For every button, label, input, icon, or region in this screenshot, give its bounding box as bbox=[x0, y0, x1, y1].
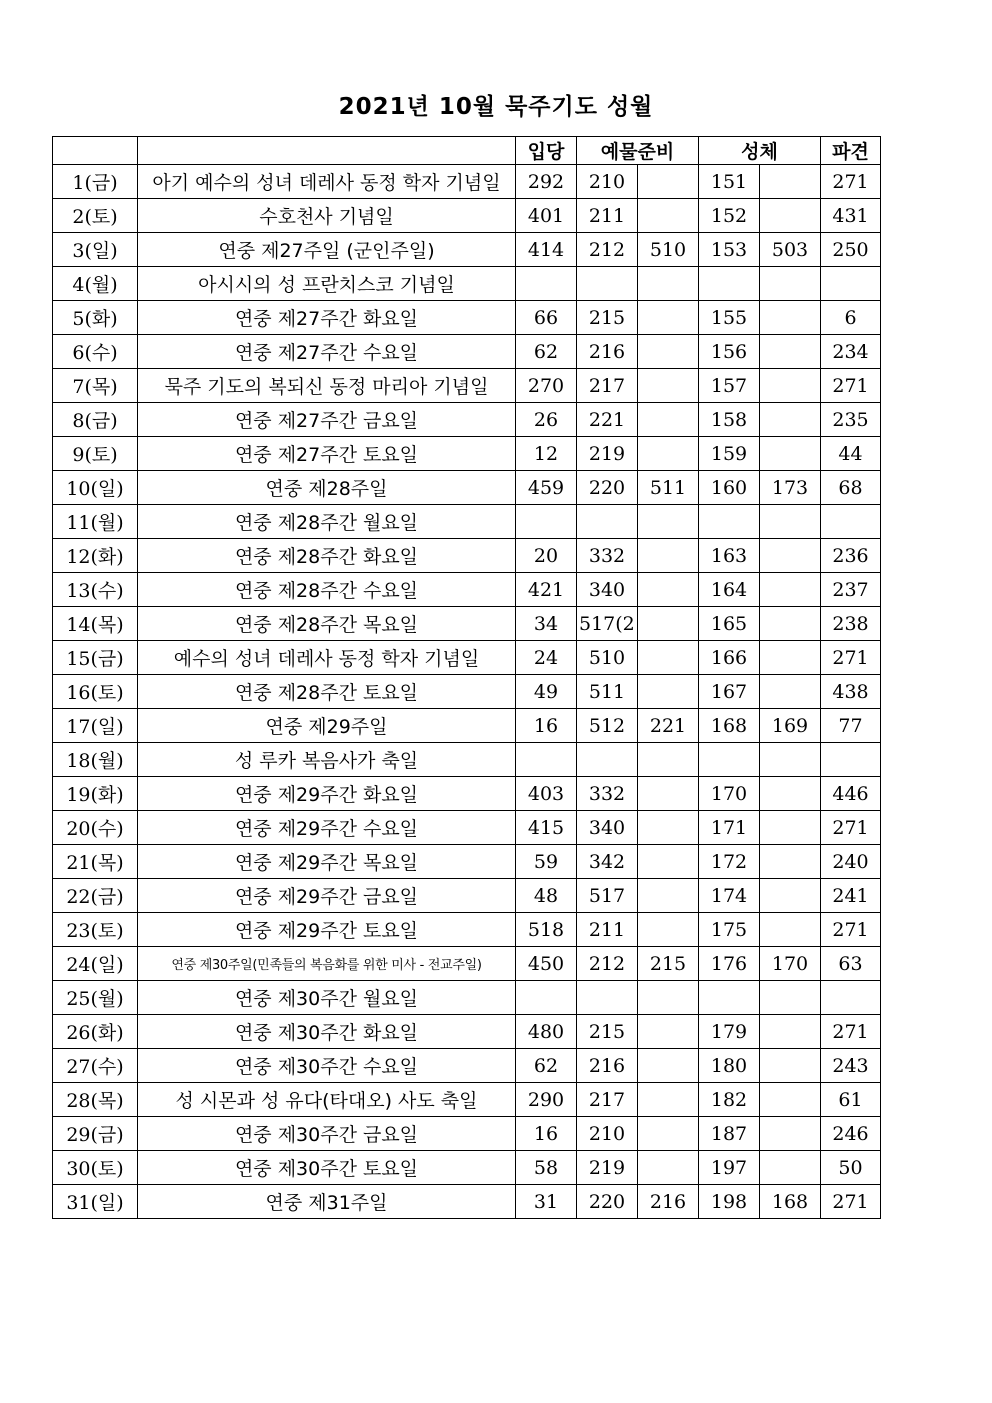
offertory-cell-2 bbox=[638, 981, 699, 1015]
entrance-cell: 270 bbox=[516, 369, 577, 403]
dismissal-cell: 77 bbox=[821, 709, 881, 743]
communion-cell-1: 172 bbox=[699, 845, 760, 879]
dismissal-cell: 250 bbox=[821, 233, 881, 267]
dismissal-cell: 50 bbox=[821, 1151, 881, 1185]
feast-cell: 묵주 기도의 복되신 동정 마리아 기념일 bbox=[138, 369, 516, 403]
communion-cell-1: 152 bbox=[699, 199, 760, 233]
feast-cell: 연중 제27주간 금요일 bbox=[138, 403, 516, 437]
dismissal-cell: 271 bbox=[821, 165, 881, 199]
date-cell: 4(월) bbox=[53, 267, 138, 301]
offertory-cell-1: 215 bbox=[577, 1015, 638, 1049]
dismissal-cell: 236 bbox=[821, 539, 881, 573]
communion-cell-2: 168 bbox=[760, 1185, 821, 1219]
header-row bbox=[53, 137, 881, 165]
entrance-cell: 421 bbox=[516, 573, 577, 607]
table-row bbox=[53, 573, 881, 607]
communion-cell-1: 164 bbox=[699, 573, 760, 607]
offertory-cell-1: 210 bbox=[577, 1117, 638, 1151]
offertory-cell-2 bbox=[638, 267, 699, 301]
communion-cell-1: 168 bbox=[699, 709, 760, 743]
date-cell: 10(일) bbox=[53, 471, 138, 505]
table-body bbox=[53, 165, 881, 1219]
entrance-cell: 26 bbox=[516, 403, 577, 437]
table-row bbox=[53, 1049, 881, 1083]
date-cell: 27(수) bbox=[53, 1049, 138, 1083]
offertory-cell-1: 220 bbox=[577, 1185, 638, 1219]
communion-cell-2 bbox=[760, 505, 821, 539]
dismissal-cell: 241 bbox=[821, 879, 881, 913]
offertory-cell-2: 221 bbox=[638, 709, 699, 743]
table-row bbox=[53, 947, 881, 981]
entrance-cell: 16 bbox=[516, 1117, 577, 1151]
feast-cell: 아기 예수의 성녀 데레사 동정 학자 기념일 bbox=[138, 165, 516, 199]
entrance-cell: 59 bbox=[516, 845, 577, 879]
communion-cell-2: 169 bbox=[760, 709, 821, 743]
date-cell: 20(수) bbox=[53, 811, 138, 845]
dismissal-cell: 238 bbox=[821, 607, 881, 641]
offertory-cell-2 bbox=[638, 403, 699, 437]
dismissal-cell bbox=[821, 981, 881, 1015]
communion-cell-2 bbox=[760, 369, 821, 403]
offertory-cell-1: 332 bbox=[577, 777, 638, 811]
communion-cell-2 bbox=[760, 777, 821, 811]
communion-cell-2 bbox=[760, 437, 821, 471]
communion-cell-1: 167 bbox=[699, 675, 760, 709]
communion-cell-2 bbox=[760, 199, 821, 233]
offertory-cell-2 bbox=[638, 1117, 699, 1151]
feast-cell: 예수의 성녀 데레사 동정 학자 기념일 bbox=[138, 641, 516, 675]
feast-cell: 연중 제30주간 월요일 bbox=[138, 981, 516, 1015]
offertory-cell-2 bbox=[638, 505, 699, 539]
table-row bbox=[53, 777, 881, 811]
dismissal-cell: 271 bbox=[821, 641, 881, 675]
communion-cell-2 bbox=[760, 981, 821, 1015]
offertory-cell-2 bbox=[638, 199, 699, 233]
feast-cell: 연중 제27주일 (군인주일) bbox=[138, 233, 516, 267]
offertory-cell-1: 512 bbox=[577, 709, 638, 743]
offertory-cell-2: 216 bbox=[638, 1185, 699, 1219]
communion-cell-2 bbox=[760, 607, 821, 641]
table-row bbox=[53, 607, 881, 641]
communion-cell-1 bbox=[699, 267, 760, 301]
entrance-cell: 401 bbox=[516, 199, 577, 233]
table-row bbox=[53, 743, 881, 777]
feast-cell: 연중 제28주간 토요일 bbox=[138, 675, 516, 709]
offertory-cell-1: 212 bbox=[577, 947, 638, 981]
entrance-cell: 403 bbox=[516, 777, 577, 811]
offertory-cell-2 bbox=[638, 811, 699, 845]
offertory-cell-1: 219 bbox=[577, 1151, 638, 1185]
communion-cell-2 bbox=[760, 539, 821, 573]
offertory-cell-1: 216 bbox=[577, 335, 638, 369]
offertory-cell-2 bbox=[638, 1083, 699, 1117]
entrance-cell: 480 bbox=[516, 1015, 577, 1049]
offertory-cell-2 bbox=[638, 301, 699, 335]
offertory-cell-1: 216 bbox=[577, 1049, 638, 1083]
dismissal-cell bbox=[821, 505, 881, 539]
feast-cell: 연중 제29주간 목요일 bbox=[138, 845, 516, 879]
feast-cell: 연중 제30주간 토요일 bbox=[138, 1151, 516, 1185]
offertory-cell-1 bbox=[577, 505, 638, 539]
offertory-cell-2 bbox=[638, 539, 699, 573]
table-row bbox=[53, 165, 881, 199]
table-row bbox=[53, 845, 881, 879]
communion-cell-1: 159 bbox=[699, 437, 760, 471]
entrance-cell: 414 bbox=[516, 233, 577, 267]
communion-cell-2 bbox=[760, 1117, 821, 1151]
offertory-cell-1: 210 bbox=[577, 165, 638, 199]
offertory-cell-1: 510 bbox=[577, 641, 638, 675]
date-cell: 13(수) bbox=[53, 573, 138, 607]
dismissal-cell: 44 bbox=[821, 437, 881, 471]
table-row bbox=[53, 539, 881, 573]
feast-cell: 연중 제29주간 금요일 bbox=[138, 879, 516, 913]
feast-cell: 연중 제30주간 금요일 bbox=[138, 1117, 516, 1151]
date-cell: 29(금) bbox=[53, 1117, 138, 1151]
entrance-cell: 62 bbox=[516, 1049, 577, 1083]
header-feast bbox=[138, 137, 516, 165]
offertory-cell-1: 332 bbox=[577, 539, 638, 573]
feast-cell: 연중 제29주간 토요일 bbox=[138, 913, 516, 947]
entrance-cell: 518 bbox=[516, 913, 577, 947]
date-cell: 1(금) bbox=[53, 165, 138, 199]
offertory-cell-2: 511 bbox=[638, 471, 699, 505]
offertory-cell-1: 211 bbox=[577, 913, 638, 947]
table-row bbox=[53, 981, 881, 1015]
entrance-cell: 415 bbox=[516, 811, 577, 845]
entrance-cell bbox=[516, 267, 577, 301]
offertory-cell-1: 340 bbox=[577, 811, 638, 845]
date-cell: 6(수) bbox=[53, 335, 138, 369]
feast-cell: 연중 제29주일 bbox=[138, 709, 516, 743]
feast-cell: 연중 제28주간 화요일 bbox=[138, 539, 516, 573]
offertory-cell-2 bbox=[638, 641, 699, 675]
communion-cell-2 bbox=[760, 573, 821, 607]
date-cell: 24(일) bbox=[53, 947, 138, 981]
offertory-cell-2 bbox=[638, 777, 699, 811]
entrance-cell: 459 bbox=[516, 471, 577, 505]
communion-cell-2 bbox=[760, 403, 821, 437]
date-cell: 19(화) bbox=[53, 777, 138, 811]
offertory-cell-2 bbox=[638, 165, 699, 199]
date-cell: 15(금) bbox=[53, 641, 138, 675]
feast-cell: 성 루카 복음사가 축일 bbox=[138, 743, 516, 777]
offertory-cell-1 bbox=[577, 267, 638, 301]
offertory-cell-2 bbox=[638, 607, 699, 641]
offertory-cell-2 bbox=[638, 845, 699, 879]
communion-cell-1: 187 bbox=[699, 1117, 760, 1151]
communion-cell-2 bbox=[760, 811, 821, 845]
entrance-cell: 290 bbox=[516, 1083, 577, 1117]
communion-cell-1: 179 bbox=[699, 1015, 760, 1049]
date-cell: 16(토) bbox=[53, 675, 138, 709]
header-date bbox=[53, 137, 138, 165]
offertory-cell-1 bbox=[577, 981, 638, 1015]
feast-cell: 연중 제28주간 수요일 bbox=[138, 573, 516, 607]
communion-cell-2 bbox=[760, 1049, 821, 1083]
feast-cell: 연중 제29주간 수요일 bbox=[138, 811, 516, 845]
table-row bbox=[53, 199, 881, 233]
dismissal-cell: 431 bbox=[821, 199, 881, 233]
feast-cell: 연중 제28주간 월요일 bbox=[138, 505, 516, 539]
entrance-cell: 66 bbox=[516, 301, 577, 335]
offertory-cell-2 bbox=[638, 573, 699, 607]
dismissal-cell bbox=[821, 267, 881, 301]
communion-cell-1: 182 bbox=[699, 1083, 760, 1117]
date-cell: 25(월) bbox=[53, 981, 138, 1015]
dismissal-cell: 237 bbox=[821, 573, 881, 607]
offertory-cell-1: 517(2 bbox=[577, 607, 638, 641]
entrance-cell bbox=[516, 981, 577, 1015]
table-row bbox=[53, 1151, 881, 1185]
entrance-cell bbox=[516, 743, 577, 777]
communion-cell-1: 166 bbox=[699, 641, 760, 675]
date-cell: 2(토) bbox=[53, 199, 138, 233]
date-cell: 18(월) bbox=[53, 743, 138, 777]
communion-cell-1: 165 bbox=[699, 607, 760, 641]
header-dismissal: 파견 bbox=[821, 137, 881, 165]
date-cell: 26(화) bbox=[53, 1015, 138, 1049]
communion-cell-1: 157 bbox=[699, 369, 760, 403]
communion-cell-1: 174 bbox=[699, 879, 760, 913]
entrance-cell: 34 bbox=[516, 607, 577, 641]
offertory-cell-2 bbox=[638, 1151, 699, 1185]
table-row bbox=[53, 1015, 881, 1049]
table-row bbox=[53, 641, 881, 675]
date-cell: 9(토) bbox=[53, 437, 138, 471]
feast-cell: 연중 제30주간 화요일 bbox=[138, 1015, 516, 1049]
dismissal-cell: 240 bbox=[821, 845, 881, 879]
offertory-cell-2: 215 bbox=[638, 947, 699, 981]
feast-cell: 연중 제28주일 bbox=[138, 471, 516, 505]
communion-cell-1: 170 bbox=[699, 777, 760, 811]
entrance-cell: 31 bbox=[516, 1185, 577, 1219]
table-row bbox=[53, 233, 881, 267]
offertory-cell-1: 212 bbox=[577, 233, 638, 267]
feast-cell: 연중 제27주간 수요일 bbox=[138, 335, 516, 369]
feast-cell: 연중 제30주간 수요일 bbox=[138, 1049, 516, 1083]
dismissal-cell: 246 bbox=[821, 1117, 881, 1151]
communion-cell-1: 197 bbox=[699, 1151, 760, 1185]
communion-cell-2 bbox=[760, 743, 821, 777]
offertory-cell-1: 215 bbox=[577, 301, 638, 335]
entrance-cell: 48 bbox=[516, 879, 577, 913]
offertory-cell-1: 511 bbox=[577, 675, 638, 709]
table-row bbox=[53, 709, 881, 743]
offertory-cell-2 bbox=[638, 879, 699, 913]
offertory-cell-1: 340 bbox=[577, 573, 638, 607]
entrance-cell: 20 bbox=[516, 539, 577, 573]
entrance-cell: 58 bbox=[516, 1151, 577, 1185]
header-entrance: 입당 bbox=[516, 137, 577, 165]
date-cell: 14(목) bbox=[53, 607, 138, 641]
header-communion: 성체 bbox=[699, 137, 821, 165]
header-offertory: 예물준비 bbox=[577, 137, 699, 165]
dismissal-cell bbox=[821, 743, 881, 777]
dismissal-cell: 271 bbox=[821, 811, 881, 845]
feast-cell: 연중 제31주일 bbox=[138, 1185, 516, 1219]
date-cell: 17(일) bbox=[53, 709, 138, 743]
table-row bbox=[53, 675, 881, 709]
dismissal-cell: 271 bbox=[821, 1015, 881, 1049]
table-row bbox=[53, 369, 881, 403]
communion-cell-1: 171 bbox=[699, 811, 760, 845]
communion-cell-1: 175 bbox=[699, 913, 760, 947]
offertory-cell-1: 517 bbox=[577, 879, 638, 913]
table-row bbox=[53, 913, 881, 947]
communion-cell-2: 170 bbox=[760, 947, 821, 981]
offertory-cell-1: 221 bbox=[577, 403, 638, 437]
entrance-cell: 292 bbox=[516, 165, 577, 199]
communion-cell-2 bbox=[760, 913, 821, 947]
date-cell: 22(금) bbox=[53, 879, 138, 913]
dismissal-cell: 68 bbox=[821, 471, 881, 505]
communion-cell-2 bbox=[760, 335, 821, 369]
feast-cell: 아시시의 성 프란치스코 기념일 bbox=[138, 267, 516, 301]
communion-cell-2 bbox=[760, 1083, 821, 1117]
communion-cell-1: 156 bbox=[699, 335, 760, 369]
dismissal-cell: 243 bbox=[821, 1049, 881, 1083]
date-cell: 8(금) bbox=[53, 403, 138, 437]
offertory-cell-2 bbox=[638, 743, 699, 777]
table-row bbox=[53, 437, 881, 471]
communion-cell-1: 176 bbox=[699, 947, 760, 981]
offertory-cell-1: 219 bbox=[577, 437, 638, 471]
entrance-cell: 12 bbox=[516, 437, 577, 471]
date-cell: 3(일) bbox=[53, 233, 138, 267]
communion-cell-2 bbox=[760, 1151, 821, 1185]
communion-cell-1: 163 bbox=[699, 539, 760, 573]
communion-cell-1: 160 bbox=[699, 471, 760, 505]
offertory-cell-2 bbox=[638, 335, 699, 369]
table-row bbox=[53, 471, 881, 505]
communion-cell-2 bbox=[760, 879, 821, 913]
communion-cell-1: 198 bbox=[699, 1185, 760, 1219]
table-row bbox=[53, 267, 881, 301]
offertory-cell-1: 217 bbox=[577, 1083, 638, 1117]
date-cell: 23(토) bbox=[53, 913, 138, 947]
table-row bbox=[53, 335, 881, 369]
date-cell: 12(화) bbox=[53, 539, 138, 573]
communion-cell-2 bbox=[760, 675, 821, 709]
table-row bbox=[53, 1083, 881, 1117]
offertory-cell-2 bbox=[638, 437, 699, 471]
dismissal-cell: 271 bbox=[821, 913, 881, 947]
communion-cell-2 bbox=[760, 301, 821, 335]
offertory-cell-1: 211 bbox=[577, 199, 638, 233]
entrance-cell: 49 bbox=[516, 675, 577, 709]
offertory-cell-1 bbox=[577, 743, 638, 777]
table-row bbox=[53, 1185, 881, 1219]
dismissal-cell: 271 bbox=[821, 1185, 881, 1219]
offertory-cell-2 bbox=[638, 369, 699, 403]
feast-cell: 성 시몬과 성 유다(타대오) 사도 축일 bbox=[138, 1083, 516, 1117]
table-row bbox=[53, 1117, 881, 1151]
communion-cell-1: 180 bbox=[699, 1049, 760, 1083]
entrance-cell: 24 bbox=[516, 641, 577, 675]
page-title: 2021년 10월 묵주기도 성월 bbox=[338, 94, 654, 120]
date-cell: 7(목) bbox=[53, 369, 138, 403]
entrance-cell: 16 bbox=[516, 709, 577, 743]
feast-cell: 연중 제30주일(민족들의 복음화를 위한 미사 - 전교주일) bbox=[138, 947, 516, 981]
communion-cell-1 bbox=[699, 981, 760, 1015]
offertory-cell-2 bbox=[638, 1015, 699, 1049]
date-cell: 21(목) bbox=[53, 845, 138, 879]
dismissal-cell: 438 bbox=[821, 675, 881, 709]
offertory-cell-2 bbox=[638, 913, 699, 947]
entrance-cell: 450 bbox=[516, 947, 577, 981]
date-cell: 5(화) bbox=[53, 301, 138, 335]
feast-cell: 연중 제27주간 화요일 bbox=[138, 301, 516, 335]
dismissal-cell: 61 bbox=[821, 1083, 881, 1117]
offertory-cell-2 bbox=[638, 1049, 699, 1083]
communion-cell-2 bbox=[760, 165, 821, 199]
communion-cell-2: 503 bbox=[760, 233, 821, 267]
date-cell: 28(목) bbox=[53, 1083, 138, 1117]
communion-cell-2 bbox=[760, 267, 821, 301]
communion-cell-2 bbox=[760, 845, 821, 879]
dismissal-cell: 271 bbox=[821, 369, 881, 403]
dismissal-cell: 6 bbox=[821, 301, 881, 335]
communion-cell-2 bbox=[760, 1015, 821, 1049]
table-row bbox=[53, 403, 881, 437]
communion-cell-1: 151 bbox=[699, 165, 760, 199]
feast-cell: 연중 제29주간 화요일 bbox=[138, 777, 516, 811]
offertory-cell-2: 510 bbox=[638, 233, 699, 267]
dismissal-cell: 235 bbox=[821, 403, 881, 437]
entrance-cell: 62 bbox=[516, 335, 577, 369]
dismissal-cell: 446 bbox=[821, 777, 881, 811]
offertory-cell-1: 220 bbox=[577, 471, 638, 505]
date-cell: 30(토) bbox=[53, 1151, 138, 1185]
dismissal-cell: 63 bbox=[821, 947, 881, 981]
communion-cell-1: 158 bbox=[699, 403, 760, 437]
feast-cell: 연중 제28주간 목요일 bbox=[138, 607, 516, 641]
communion-cell-1: 153 bbox=[699, 233, 760, 267]
date-cell: 11(월) bbox=[53, 505, 138, 539]
communion-cell-1: 155 bbox=[699, 301, 760, 335]
table-row bbox=[53, 301, 881, 335]
hymn-schedule-table bbox=[52, 136, 881, 1219]
offertory-cell-1: 342 bbox=[577, 845, 638, 879]
table-row bbox=[53, 505, 881, 539]
communion-cell-1 bbox=[699, 505, 760, 539]
date-cell: 31(일) bbox=[53, 1185, 138, 1219]
communion-cell-2: 173 bbox=[760, 471, 821, 505]
offertory-cell-1: 217 bbox=[577, 369, 638, 403]
entrance-cell bbox=[516, 505, 577, 539]
dismissal-cell: 234 bbox=[821, 335, 881, 369]
offertory-cell-2 bbox=[638, 675, 699, 709]
feast-cell: 수호천사 기념일 bbox=[138, 199, 516, 233]
table-row bbox=[53, 879, 881, 913]
communion-cell-2 bbox=[760, 641, 821, 675]
table-row bbox=[53, 811, 881, 845]
communion-cell-1 bbox=[699, 743, 760, 777]
feast-cell: 연중 제27주간 토요일 bbox=[138, 437, 516, 471]
